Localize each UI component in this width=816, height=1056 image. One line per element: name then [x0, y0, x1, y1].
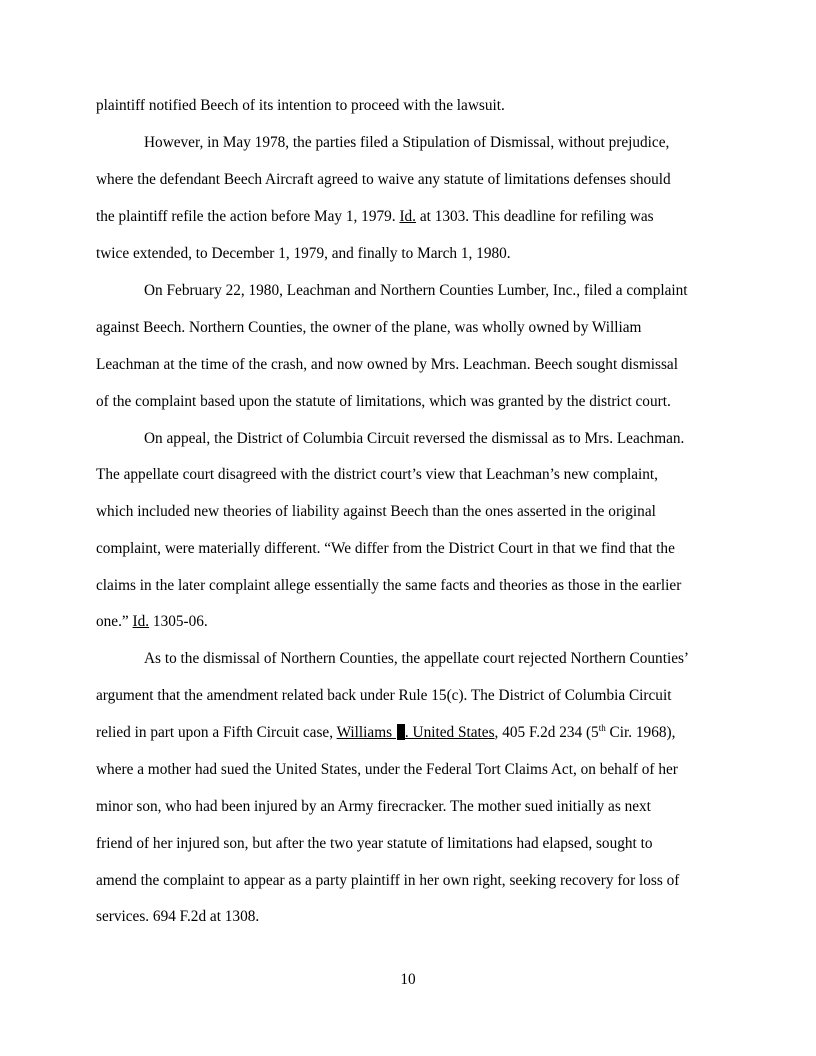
case-name-part: Williams: [336, 724, 396, 741]
text-line: where the defendant Beech Aircraft agreed to waive any statute of limitations defenses should: [96, 171, 671, 188]
text-line: which included new theories of liability against Beech than the ones asserted in the original: [96, 503, 656, 520]
paragraph-first-line: However, in May 1978, the parties filed a Stipulation of Dismissal, without prejudice,: [144, 134, 670, 151]
citation-id: Id.: [399, 208, 417, 225]
text-run: Cir. 1968),: [605, 724, 676, 741]
text-line: complaint, were materially different. “We differ from the District Court in that we find that the: [96, 540, 675, 557]
text-line: claims in the later complaint allege essentially the same facts and theories as those in the earlier: [96, 577, 682, 594]
case-name-part: . United States: [404, 724, 495, 741]
text-line: [96, 723, 675, 743]
text-run: at 1303. This deadline for refiling was: [416, 208, 654, 225]
paragraph-first-line: On February 22, 1980, Leachman and Northern Counties Lumber, Inc., filed a complaint: [144, 282, 688, 299]
text-line: [96, 207, 654, 227]
citation-id: Id.: [132, 613, 150, 630]
text-line: friend of her injured son, but after the two year statute of limitations had elapsed, sought to: [96, 835, 653, 852]
text-line: plaintiff notified Beech of its intention to proceed with the lawsuit.: [96, 97, 505, 114]
ordinal-superscript: th: [598, 723, 606, 733]
text-run: 1305-06.: [149, 613, 208, 630]
redaction-mark: [397, 724, 405, 740]
text-line: services. 694 F.2d at 1308.: [96, 908, 260, 925]
text-line: of the complaint based upon the statute of limitations, which was granted by the district court.: [96, 393, 671, 410]
text-line: The appellate court disagreed with the district court’s view that Leachman’s new complaint,: [96, 466, 658, 483]
paragraph-first-line: On appeal, the District of Columbia Circuit reversed the dismissal as to Mrs. Leachman.: [144, 430, 685, 447]
text-run: one.”: [96, 613, 133, 630]
text-run: the plaintiff refile the action before May 1, 1979.: [96, 208, 400, 225]
text-line: Leachman at the time of the crash, and now owned by Mrs. Leachman. Beech sought dismissal: [96, 356, 678, 373]
text-run: , 405 F.2d 234 (5: [494, 724, 599, 741]
text-line: twice extended, to December 1, 1979, and finally to March 1, 1980.: [96, 245, 511, 262]
paragraph-first-line: As to the dismissal of Northern Counties, the appellate court rejected Northern Counties’: [144, 650, 690, 667]
page-number: 10: [400, 971, 416, 988]
text-line: amend the complaint to appear as a party plaintiff in her own right, seeking recovery for loss of: [96, 872, 680, 889]
case-name: [337, 724, 495, 741]
text-line: against Beech. Northern Counties, the owner of the plane, was wholly owned by William: [96, 319, 642, 336]
text-run: relied in part upon a Fifth Circuit case,: [96, 724, 337, 741]
text-line: where a mother had sued the United States, under the Federal Tort Claims Act, on behalf of her: [96, 761, 678, 778]
text-line: [96, 612, 208, 632]
text-line: argument that the amendment related back under Rule 15(c). The District of Columbia Circuit: [96, 687, 672, 704]
text-line: minor son, who had been injured by an Army firecracker. The mother sued initially as next: [96, 798, 651, 815]
